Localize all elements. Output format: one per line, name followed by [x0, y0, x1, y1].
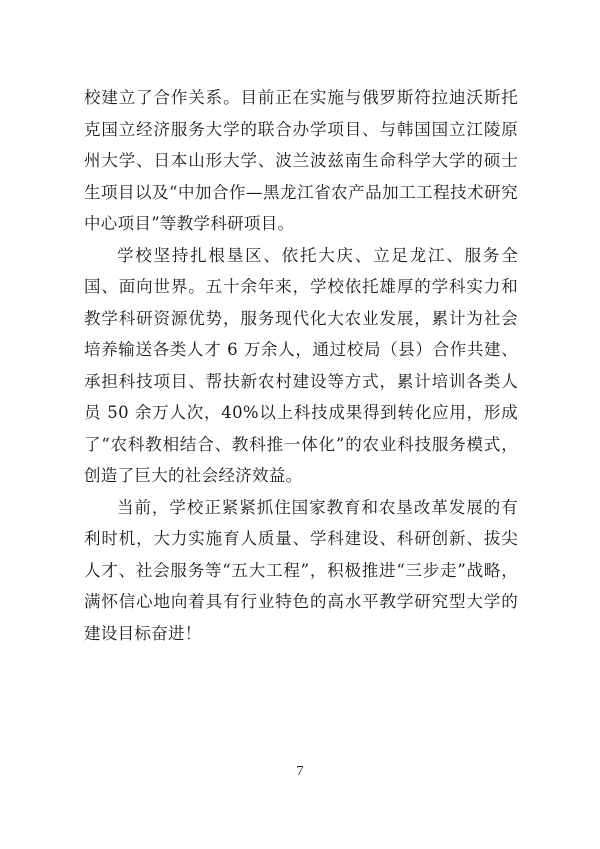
- page-number: 7: [296, 764, 304, 779]
- body-text: [84, 82, 518, 649]
- paragraph-social-service: 学校坚持扎根垦区、依托大庆、立足龙江、服务全国、面向世界。五十余年来，学校依托雄厚的学科实力和教学科研资源优势，服务现代化大农业发展，累计为社会培养输送各类人才 6 万余人，通过校局（县）合作共建、承担科技项目、帮扶新农村建设等方式，累计培训各类人员 50 余万人次，40%以上科技成果得到转化应用，形成了“农科教相结合、教科推一体化”的农业科技服务模式，创造了巨大的社会经济效益。: [84, 245, 518, 485]
- paragraph-international-cooperation: 校建立了合作关系。目前正在实施与俄罗斯符拉迪沃斯托克国立经济服务大学的联合办学项目、与韩国国立江陵原州大学、日本山形大学、波兰波兹南生命科学大学的硕士生项目以及“中加合作—黑龙江省农产品加工工程技术研究中心项目”等教学科研项目。: [84, 88, 518, 233]
- paragraph-current-development: 当前，学校正紧紧抓住国家教育和农垦改革发展的有利时机，大力实施育人质量、学科建设、科研创新、拔尖人才、社会服务等“五大工程”，积极推进“三步走”战略，满怀信心地向着具有行业特色的高水平教学研究型大学的建设目标奋进！: [84, 497, 518, 643]
